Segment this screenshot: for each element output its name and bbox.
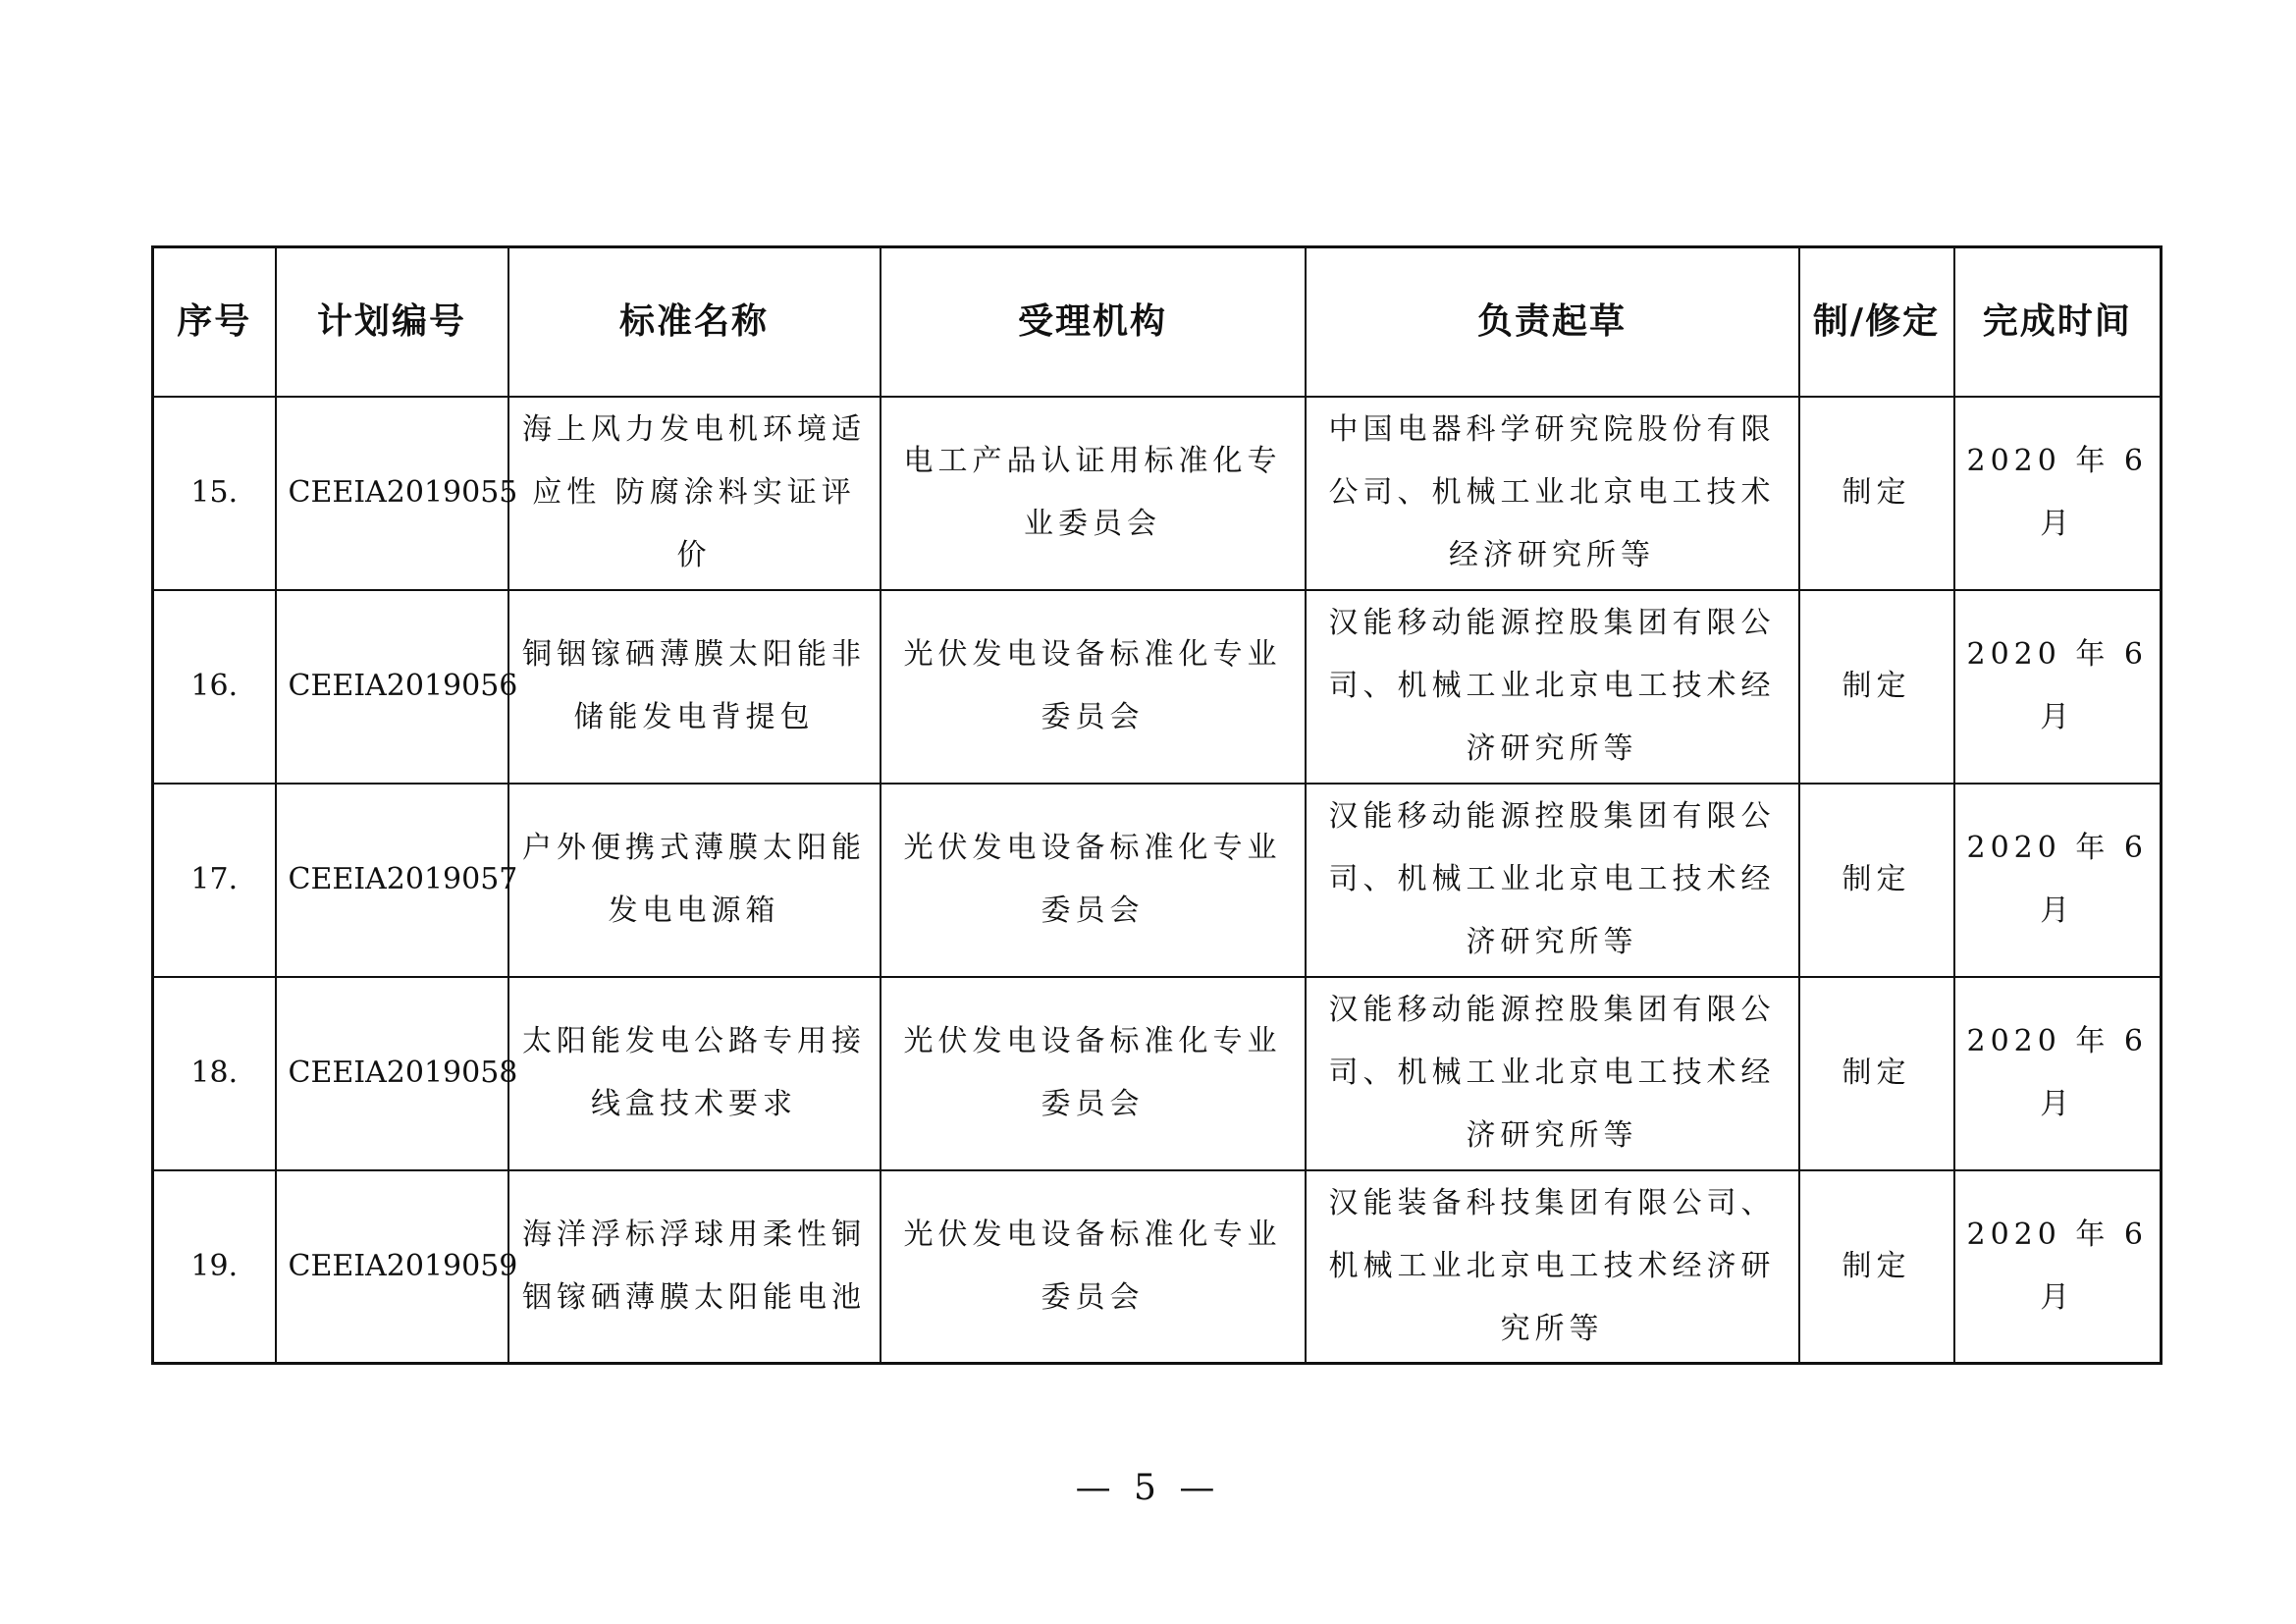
header-row (153, 247, 2162, 397)
cell-drafter: 汉能装备科技集团有限公司、机械工业北京电工技术经济研究所等 (1306, 1170, 1799, 1364)
cell-accepting-org: 光伏发电设备标准化专业委员会 (881, 977, 1306, 1170)
cell-accepting-org: 电工产品认证用标准化专业委员会 (881, 397, 1306, 590)
header-finish-time: 完成时间 (1954, 247, 2162, 397)
table-row (153, 397, 2162, 590)
cell-finish-time: 2020 年 6 月 (1954, 1170, 2162, 1364)
table-row (153, 784, 2162, 977)
cell-type: 制定 (1799, 784, 1954, 977)
cell-standard-name: 太阳能发电公路专用接线盒技术要求 (508, 977, 881, 1170)
page-number: — 5 — (1075, 1468, 1221, 1508)
cell-accepting-org: 光伏发电设备标准化专业委员会 (881, 784, 1306, 977)
table-row (153, 1170, 2162, 1364)
header-drafter: 负责起草 (1306, 247, 1799, 397)
cell-drafter: 中国电器科学研究院股份有限公司、机械工业北京电工技术经济研究所等 (1306, 397, 1799, 590)
header-standard-name: 标准名称 (508, 247, 881, 397)
cell-finish-time: 2020 年 6 月 (1954, 397, 2162, 590)
cell-drafter: 汉能移动能源控股集团有限公司、机械工业北京电工技术经济研究所等 (1306, 590, 1799, 784)
cell-plan-no: CEEIA2019058 (276, 977, 508, 1170)
header-plan-no: 计划编号 (276, 247, 508, 397)
cell-plan-no: CEEIA2019059 (276, 1170, 508, 1364)
cell-plan-no: CEEIA2019055 (276, 397, 508, 590)
cell-standard-name: 海洋浮标浮球用柔性铜铟镓硒薄膜太阳能电池 (508, 1170, 881, 1364)
table-row (153, 977, 2162, 1170)
header-seq: 序号 (153, 247, 276, 397)
cell-finish-time: 2020 年 6 月 (1954, 977, 2162, 1170)
cell-seq: 18. (153, 977, 276, 1170)
cell-type: 制定 (1799, 977, 1954, 1170)
header-accepting-org: 受理机构 (881, 247, 1306, 397)
table-body (153, 397, 2162, 1364)
cell-seq: 15. (153, 397, 276, 590)
cell-drafter: 汉能移动能源控股集团有限公司、机械工业北京电工技术经济研究所等 (1306, 977, 1799, 1170)
cell-standard-name: 户外便携式薄膜太阳能发电电源箱 (508, 784, 881, 977)
table-row (153, 590, 2162, 784)
cell-finish-time: 2020 年 6 月 (1954, 784, 2162, 977)
cell-plan-no: CEEIA2019056 (276, 590, 508, 784)
cell-accepting-org: 光伏发电设备标准化专业委员会 (881, 590, 1306, 784)
cell-seq: 19. (153, 1170, 276, 1364)
cell-plan-no: CEEIA2019057 (276, 784, 508, 977)
cell-finish-time: 2020 年 6 月 (1954, 590, 2162, 784)
table-header (153, 247, 2162, 397)
cell-type: 制定 (1799, 1170, 1954, 1364)
cell-standard-name: 海上风力发电机环境适应性 防腐涂料实证评价 (508, 397, 881, 590)
cell-seq: 16. (153, 590, 276, 784)
cell-drafter: 汉能移动能源控股集团有限公司、机械工业北京电工技术经济研究所等 (1306, 784, 1799, 977)
cell-type: 制定 (1799, 397, 1954, 590)
cell-standard-name: 铜铟镓硒薄膜太阳能非储能发电背提包 (508, 590, 881, 784)
cell-type: 制定 (1799, 590, 1954, 784)
cell-accepting-org: 光伏发电设备标准化专业委员会 (881, 1170, 1306, 1364)
standards-plan-table (151, 245, 2163, 1365)
header-type: 制/修定 (1799, 247, 1954, 397)
cell-seq: 17. (153, 784, 276, 977)
